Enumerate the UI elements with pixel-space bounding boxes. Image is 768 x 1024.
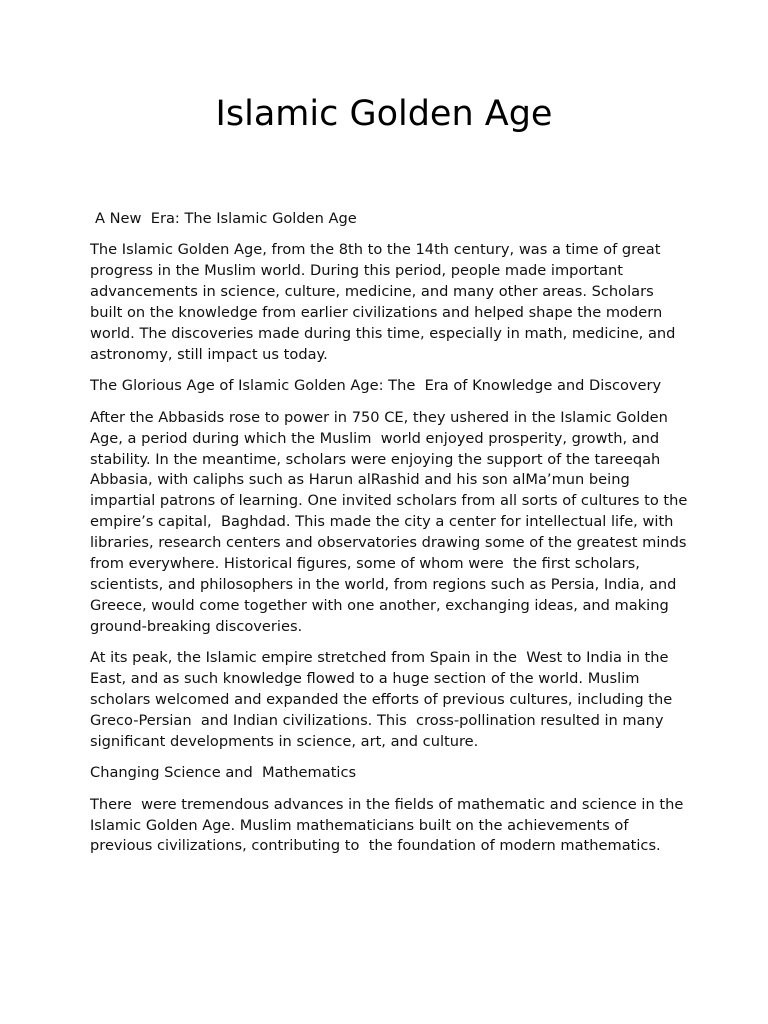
document-body [90, 209, 696, 868]
section-heading: Changing Science and Mathematics [90, 764, 357, 782]
paragraph: There were tremendous advances in the fields of mathematic and science in the Islamic Golden Age. Muslim mathematicians built on the achievements of previous civilizations, contributing to the foundation of modern mathematics. [90, 795, 688, 855]
section-heading: A New Era: The Islamic Golden Age [95, 210, 357, 227]
section-heading: The Glorious Age of Islamic Golden Age: The Era of Knowledge and Discovery [90, 377, 662, 395]
document-title: Islamic Golden Age [215, 94, 553, 134]
paragraph: At its peak, the Islamic empire stretched from Spain in the West to India in the East, and as such knowledge flowed to a huge section of the world. Muslim scholars welcomed and expanded the efforts of previous cultures, including the Greco-Persian and Indian civilizations. This cross-pollination resulted in many significant developments in science, art, and culture. [90, 649, 677, 750]
paragraph: The Islamic Golden Age, from the 8th to the 14th century, was a time of great progress in the Muslim world. During this period, people made important advancements in science, culture, medicine, and many other areas. Scholars built on the knowledge from earlier civilizations and helped shape the modern world. The discoveries made during this time, especially in math, medicine, and astronomy, still impact us today. [90, 241, 681, 363]
paragraph: After the Abbasids rose to power in 750 CE, they ushered in the Islamic Golden Age, a period during which the Muslim world enjoyed prosperity, growth, and stability. In the meantime, scholars were enjoying the support of the tareeqah Abbasia, with caliphs such as Harun alRashid and his son alMa’mun being impartial patrons of learning. One invited scholars from all sorts of cultures to the empire’s capital, Baghdad. This made the city a center for intellectual life, with libraries, research centers and observatories drawing some of the greatest minds from everywhere. Historical figures, some of whom were the first scholars, scientists, and philosophers in the world, from regions such as Persia, India, and Greece, would come together with one another, exchanging ideas, and making ground-breaking discoveries. [90, 408, 696, 635]
